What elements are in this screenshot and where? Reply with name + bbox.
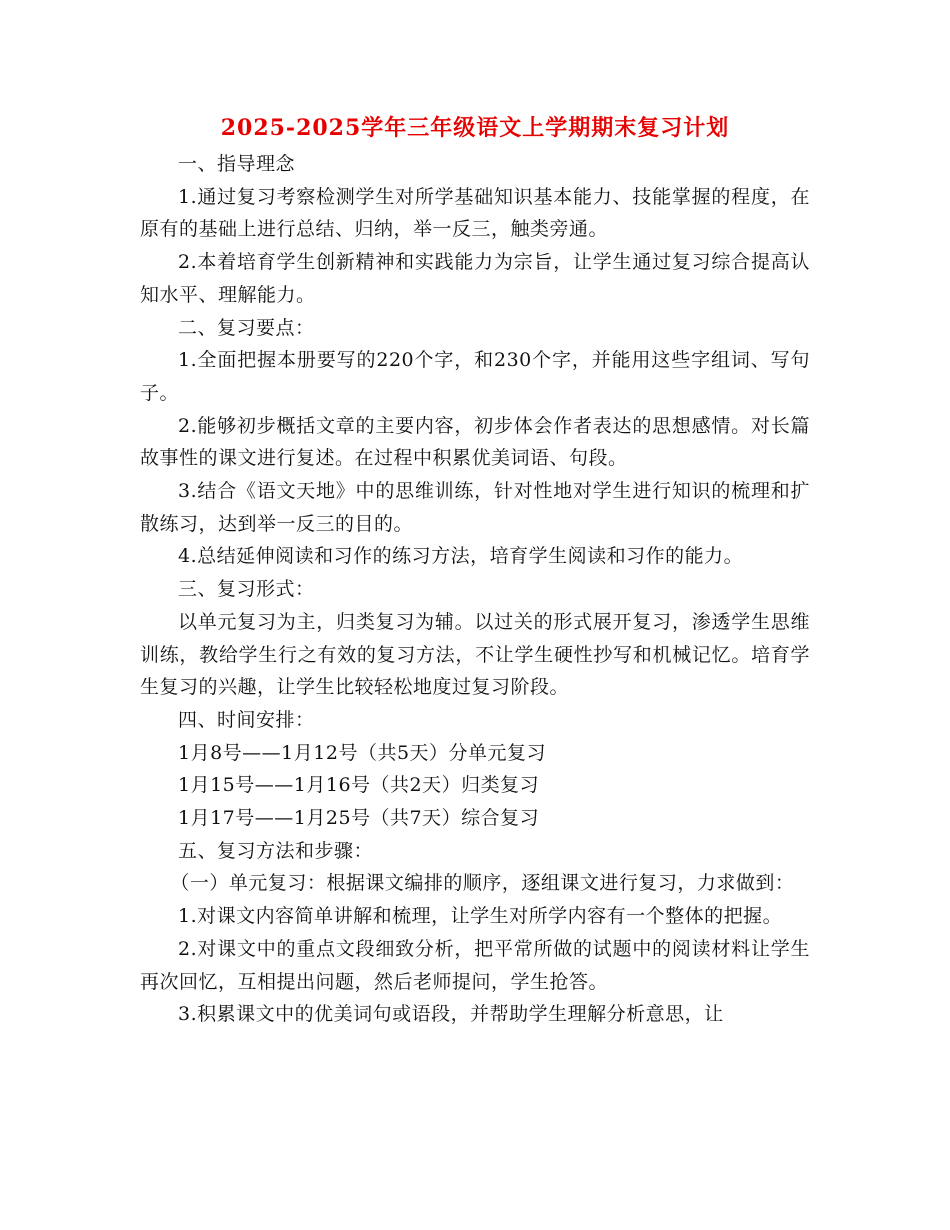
schedule-item: 1月15号——1月16号（共2天）归类复习 <box>178 774 540 797</box>
paragraph: 以单元复习为主，归类复习为辅。以过关的形式展开复习，渗透学生思维训练，教给学生行之有效的复习方法，不让学生硬性抄写和机械记忆。培育学生复习的兴趣，让学生比较轻松地度过复习阶段。 <box>140 610 810 699</box>
schedule-item: 1月8号——1月12号（共5天）分单元复习 <box>178 741 547 764</box>
paragraph: 2.本着培育学生创新精神和实践能力为宗旨，让学生通过复习综合提高认知水平、理解能力。 <box>140 251 810 306</box>
paragraph: 1.全面把握本册要写的220个字，和230个字，并能用这些字组词、写句子。 <box>140 349 810 404</box>
paragraph: 3.结合《语文天地》中的思维训练，针对性地对学生进行知识的梳理和扩散练习，达到举一反三的目的。 <box>140 480 810 535</box>
paragraph: 1.通过复习考察检测学生对所学基础知识基本能力、技能掌握的程度，在原有的基础上进行总结、归纳，举一反三，触类旁通。 <box>140 185 810 241</box>
document-title: 2025-2025学年三年级语文上学期期末复习计划 <box>220 115 730 141</box>
paragraph: 4.总结延伸阅读和习作的练习方法，培育学生阅读和习作的能力。 <box>178 545 744 568</box>
paragraph: （一）单元复习：根据课文编排的顺序，逐组课文进行复习，力求做到： <box>170 872 795 895</box>
heading-methods: 五、复习方法和步骤： <box>178 839 374 862</box>
heading-review-points: 二、复习要点： <box>178 316 315 339</box>
paragraph: 2.能够初步概括文章的主要内容，初步体会作者表达的思想感情。对长篇故事性的课文进行复述。在过程中积累优美词语、句段。 <box>140 414 810 470</box>
document-body <box>140 148 810 1031</box>
paragraph: 3.积累课文中的优美词句或语段，并帮助学生理解分析意思，让 <box>178 1003 724 1026</box>
heading-review-form: 三、复习形式： <box>178 578 315 601</box>
heading-guiding-principle: 一、指导理念 <box>178 153 296 175</box>
heading-schedule: 四、时间安排： <box>178 708 315 731</box>
paragraph: 1.对课文内容简单讲解和梳理，让学生对所学内容有一个整体的把握。 <box>178 905 783 928</box>
schedule-item: 1月17号——1月25号（共7天）综合复习 <box>178 807 540 830</box>
paragraph: 2.对课文中的重点文段细致分析，把平常所做的试题中的阅读材料让学生再次回忆，互相提出问题，然后老师提问，学生抢答。 <box>140 937 810 993</box>
